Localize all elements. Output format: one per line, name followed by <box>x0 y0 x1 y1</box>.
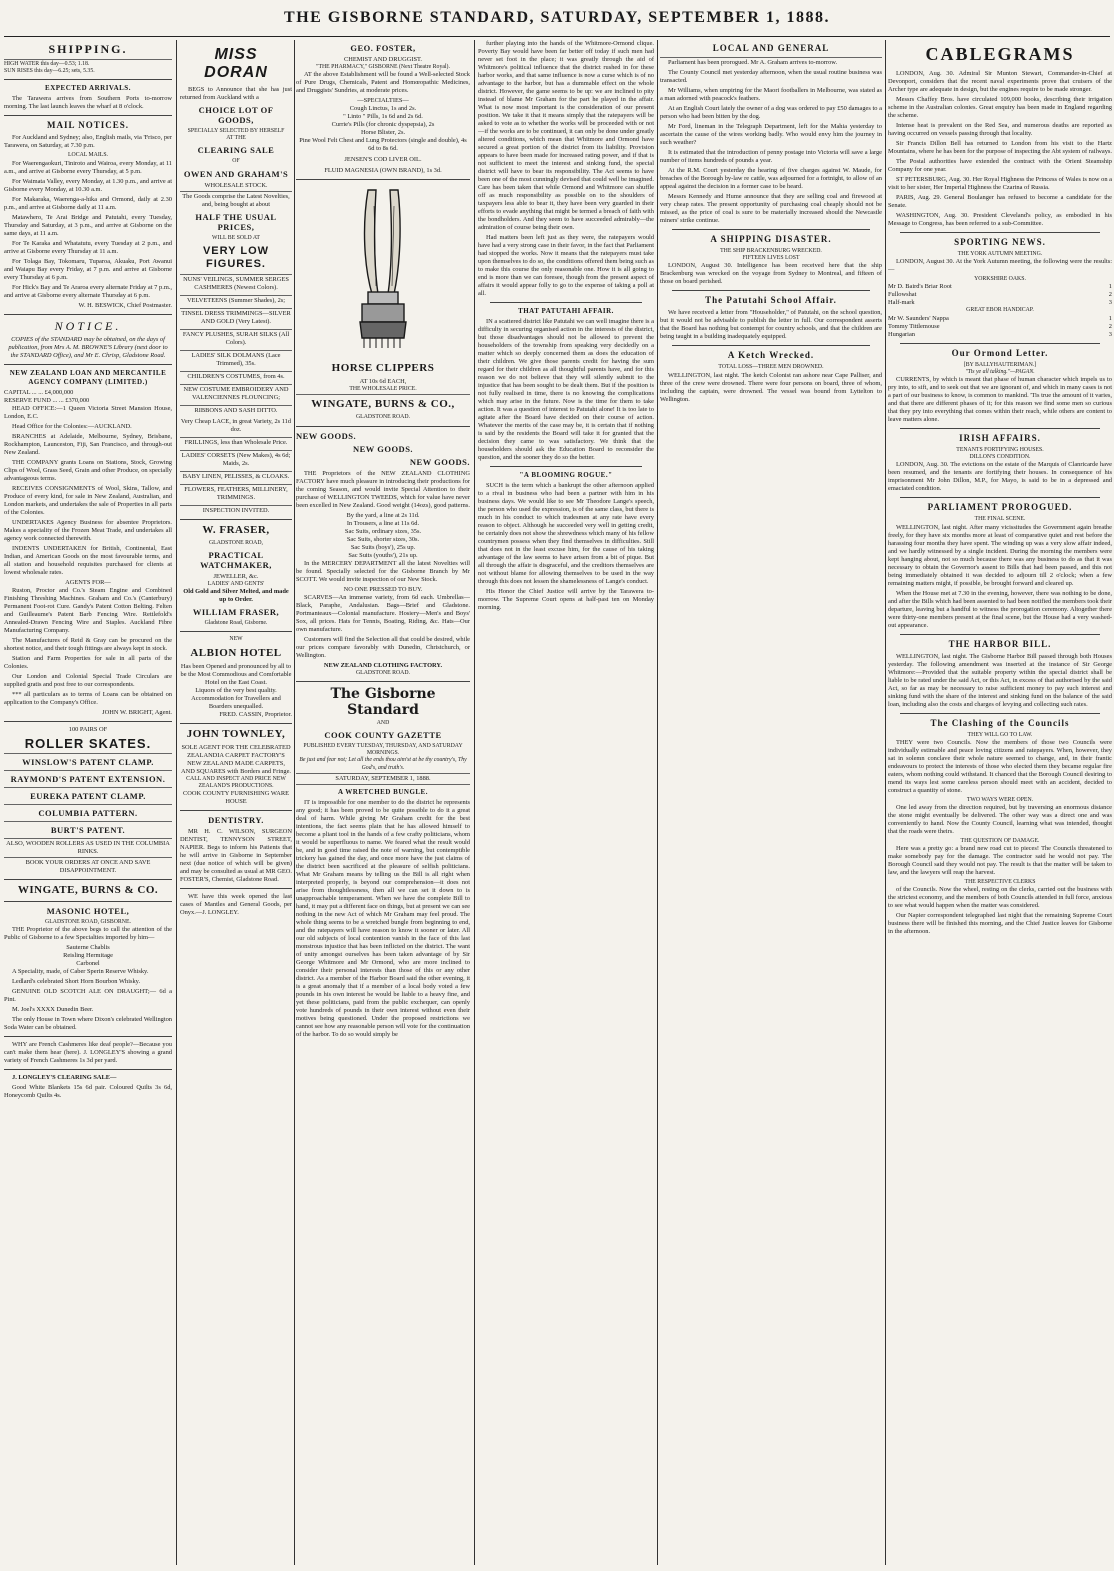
race-result-row <box>888 283 1112 291</box>
text-line: In Trousers, a line at 11s 6d. <box>346 519 420 527</box>
text-block: HEAD OFFICE:—1 Queen Victoria Street Mansion House, London, E.C. <box>4 404 172 420</box>
ad-line: CHILDREN'S COSTUMES, from 4s. <box>187 372 285 380</box>
section-heading: NOTICE. <box>54 318 122 333</box>
news-item: Mr Ford, lineman in the Telegraph Department, left for the Mahia yesterday to ascertain the cause of the wires working badly. Who would envy him the journey in such weather? <box>660 123 882 146</box>
article-heading: Our Ormond Letter. <box>951 347 1049 358</box>
race-result-row <box>888 315 1112 323</box>
ad-heading: WINGATE, BURNS & CO., <box>311 398 455 411</box>
article-body: WELLINGTON, last night. The ketch Colonist ran ashore near Cape Palliser, and three of the crew were drowned. There were four persons on board, three of whom, including the captain, were drowned. The vessel was bound from Lyttelton to Wellington. <box>660 371 882 403</box>
article-body: CURRENTS, by which is meant that phase of human character which impels us to pry into, to sift, and to seek out that we are ignorant of, and which in many cases is not a part of our business to know, is common to mankind. 'Tis true the amount of it varies, and that there are different phases of it; for this reason we find some men so curious that they pry into everything that comes within their reach, while others are content to leave matters alone. <box>888 376 1112 424</box>
subheading: THEY WILL GO TO LAW. <box>967 731 1033 738</box>
ad-line: INSPECTION INVITED. <box>202 506 270 514</box>
ad-line: HALF THE USUAL PRICES, <box>195 211 277 232</box>
byline: [BY BALLYHAUTERIMAN.] <box>963 361 1037 368</box>
news-item: The County Council met yesterday afternoon, when the usual routine business was transacted. <box>660 69 882 84</box>
ad-line: NEW GOODS. <box>409 456 470 467</box>
ad-line: EUREKA PATENT CLAMP. <box>30 790 146 801</box>
column-advertisements <box>180 40 292 1565</box>
ad-line: NEW <box>229 636 243 643</box>
masthead <box>0 0 1114 36</box>
text-block: A Speciality, made, of Caber Sperin Reserve Whisky. <box>12 967 149 975</box>
ad-line: COLUMBIA PATTERN. <box>38 807 138 818</box>
subheading: FIFTEEN LIVES LOST <box>742 255 800 262</box>
ad-heading: ROLLER SKATES. <box>24 735 152 751</box>
ad-heading: MASONIC HOTEL, <box>46 905 130 916</box>
ad-line: NEW ZEALAND CLOTHING FACTORY. <box>323 661 443 669</box>
address: GLADSTONE ROAD. <box>356 669 410 676</box>
text-block: For Hick's Bay and Te Araroa every alternate Friday at 7 p.m., and arrive at Gisborne every alternate Thursday at 6 p.m. <box>4 283 172 299</box>
ad-line: CHOICE LOT OF GOODS, <box>198 105 274 125</box>
text-line: Currie's Pills (for chronic dyspepsia), 2s <box>331 121 435 129</box>
address: "THE PHARMACY," GISBORNE (Next Theatre Royal). <box>316 64 450 70</box>
text-block: SOLE AGENT FOR THE CELEBRATED ZEALANDIA CARPET FACTORY'S NEW ZEALAND MADE CARPETS, AND SQUARES with Borders and Fringe. <box>180 743 292 775</box>
placing: 3 <box>1108 330 1112 338</box>
ad-line: ALSO, WOODEN ROLLERS AS USED IN THE COLUMBIA RINKS. <box>6 839 170 855</box>
text-block: Ledlard's celebrated Short Horn Bourbon Whisky. <box>12 977 141 985</box>
text-block: Matawhero, Te Arai Bridge and Patutahi, every Tuesday, Thursday and Saturday, at 3 p.m., and arrive at Gisborne on the same days, at 11 a.m. <box>4 213 172 237</box>
tide-line: HIGH WATER this day—0.53; 1.18. <box>4 61 90 67</box>
subheading: TENANTS FORTIFYING HOUSES. <box>956 447 1044 454</box>
ad-line: FLOWERS, FEATHERS, MILLINERY, TRIMMINGS. <box>184 485 288 501</box>
newspaper-nameplate: The Gisborne Standard <box>330 685 436 718</box>
column-ads-editorial <box>296 40 470 1565</box>
placing: 1 <box>1108 283 1112 291</box>
horse-name: Mr W. Saunders' Nappa <box>888 314 949 322</box>
ad-line: VELVETEENS (Summer Shades), 2s; <box>186 296 286 304</box>
horse-name: Tommy Tittlemouse <box>888 322 940 330</box>
article-heading: THE HARBOR BILL. <box>948 638 1052 649</box>
column-cables-parliament <box>888 40 1112 1565</box>
news-item: Parliament has been prorogued. Mr A. Graham arrives to-morrow. <box>668 59 838 66</box>
article-body: When the House met at 7.30 in the evening, however, there was nothing to be done, and after the Bills which had been assented to had been notified the members took their departure, leaving but a handful to witness the prorogation ceremony. Altogether there were thirty-one members present at the final scene, but the House had a very washed-out appearance. <box>888 589 1112 629</box>
ad-line: JEWELLER, &c. <box>213 573 259 581</box>
horse-name: Mr D. Baird's Briar Root <box>888 283 952 291</box>
section-heading: LOCAL AND GENERAL <box>712 43 830 53</box>
ad-line: FANCY PLUSHES, SURAH SILKS (All Colors). <box>182 330 290 346</box>
ad-line: OF <box>232 158 240 165</box>
text-block: The Manufactures of Reid & Gray can be procured on the shortest notice, and their tough fittings are always kept in stock. <box>4 636 172 652</box>
subheading: YORKSHIRE OAKS. <box>974 276 1026 283</box>
subheading: DILLON'S CONDITION. <box>969 454 1031 461</box>
column-divider <box>294 40 295 1565</box>
text-block: Ruston, Proctor and Co.'s Steam Engine and Combined Finishing Threshing Machines. Graham and Co.'s (Canterbury) Permanent Foot-rot Cure. Gandy's Patent Cotton Belting. Felten and Guilleaume's Patent Barb Fencing Wire. Rettlefold's Annealed-Drawn Fencing Wire and Staples. Auckland Fibre Manufacturing Company. <box>4 586 172 634</box>
text-block: MR H. C. WILSON, SURGEON DENTIST, TENNYSON STREET, NAPIER. Begs to inform his Patients that he will arrive in Gisborne in September next (due notice of which will be given) and may be consulted as usual at MR GEO. FOSTER'S, Chemist, Gladstone Road. <box>180 828 292 884</box>
ad-line: WILL BE SOLD AT <box>212 234 260 241</box>
subheading: TWO WAYS WERE OPEN. <box>966 796 1034 803</box>
text-line: 100 PAIRS OF <box>68 725 108 733</box>
text-block: For Auckland and Sydney; also, English mails, via 'Frisco, per Tarawera, on Saturday, at 7.30 p.m. <box>4 134 172 150</box>
masthead-rule <box>4 36 1110 37</box>
text-block: BEGS to Announce that she has just returned from Auckland with a <box>180 86 292 101</box>
article-body: One led away from the direction required, but by traversing an enormous distance the stone might eventually be delivered. The other way was a direct one and was conveniently to hand. Now the County Council, learning what was intended, thought that the roads were theirs. <box>888 804 1112 836</box>
text-block: CALL AND INSPECT AND PRICE NEW ZEALAND'S PRODUCTIONS. <box>186 775 286 789</box>
article-heading: The Clashing of the Councils <box>930 717 1070 728</box>
dateline: SATURDAY, SEPTEMBER 1, 1888. <box>335 774 431 782</box>
ad-line: NEW GOODS. <box>296 430 357 441</box>
article-heading: A WRETCHED BUNGLE. <box>338 787 428 796</box>
signature: FRED. CASSIN, Proprietor. <box>219 710 292 718</box>
address: GLADSTONE ROAD, <box>209 539 263 546</box>
news-item: At an English Court lately the owner of a dog was ordered to pay £50 damages to a person who had been bitten by the dog. <box>660 105 882 120</box>
text-block: M. Joel's XXXX Dunedin Beer. <box>12 1005 94 1013</box>
ad-heading: GEO. FOSTER, <box>350 43 416 53</box>
ad-line: Old Gold and Silver Melted, and made up to Order. <box>183 588 289 604</box>
article-body: His Honor the Chief Justice will arrive by the Tarawera to-morrow. The Supreme Court opens at half-past ten on Monday morning. <box>478 588 654 611</box>
text-block: The only House in Town where Dixon's celebrated Wellington Soda Water can be obtained. <box>4 1015 172 1031</box>
text-line: NO ONE PRESSED TO BUY. <box>343 585 423 593</box>
text-line: Sauterne Chablis <box>66 943 110 951</box>
column-divider <box>176 40 177 1565</box>
text-line: CAPITAL ... ... £4,000,000 <box>4 388 74 396</box>
horse-name: Fullowshat <box>888 291 917 299</box>
race-result-row <box>888 323 1112 331</box>
subheading: THE YORK AUTUMN MEETING. <box>957 251 1043 257</box>
news-item: WASHINGTON, Aug. 30. President Cleveland's policy, as embodied in his Message to Congress, has been referred to a sub-Committee. <box>888 212 1112 227</box>
ad-line: Very Cheap LACE, in great Variety, 2s 11d doz. <box>180 417 292 433</box>
text-block: Liquors of the very best quality. <box>195 686 277 694</box>
news-item: Intense heat is prevalent on the Red Sea, and numerous deaths are reported as having occurred on vessels passing through that locality. <box>888 122 1112 137</box>
text-block: Station and Farm Properties for sale in all parts of the Colonies. <box>4 654 172 670</box>
subheading: THE FINAL SCENE. <box>974 516 1026 523</box>
text-block: THE Proprietors of the NEW ZEALAND CLOTHING FACTORY have much pleasure in introducing their productions for the coming Season, and would invite Special Attention to their purchase of WELLINGTON TWEEDS, which for value have never been excelled in New Zealand. Good weight (14ozs), good patterns. <box>296 469 470 509</box>
ad-line: FRILLINGS, less than Wholesale Price. <box>184 438 288 446</box>
article-body: LONDON, August 30. At the York Autumn meeting, the following were the results:— <box>888 258 1112 274</box>
ad-heading: W. FRASER, <box>202 523 270 536</box>
ad-line: WHOLESALE STOCK. <box>204 181 268 189</box>
article-body: further playing into the hands of the Whitmore-Ormond clique. Poverty Bay would have been far better off today if such men had never set foot in the place; it was greatly through the aid of Whitmore's political influence that the district rushed in for these harbor works, and that same influence is now a curse which is of no advantage to the harbor, but has a dummable effect on the whole district. However, the game seems to be up: we are inclined to pity instead of blame Mr Graham for the part he played in the affair. What is now most important is the consideration of our present position. We take it that it means simply that the ratepayers will be asked to vote as to whether the works will be proceeded with or not—if the works are to be continued, it can only be done under greatly altered conditions, which mean that Whitmore and Ormond have secured a great portion of the district from its liability. Provision appears to have been made for increased rating power, and if that is not sufficient to meet the interest and sinking fund, the special district will have to bear its responsibility. The Act seems to have been one of the most cunningly devised that could well be imagined. Care has been taken that while Ormond and Whitmore can shuffle off as much responsibility as possible on to the shoulders of taxpayers less able to bear it, they have been very guarded in their efforts to evade anything that might be termed a breach of faith with the bondholders. And they seem to have succeeded admirably—the admiration of course being their own. <box>478 40 654 231</box>
news-item: Sir Francis Dillon Bell has returned to London from his visit to the Hartz Mountains, where he has been for the purpose of inspecting the Abt system of railways. <box>888 140 1112 155</box>
ad-line: SPECIALLY SELECTED BY HERSELF <box>187 128 285 134</box>
ad-line: NEW GOODS. <box>352 443 414 454</box>
text-block: For Makaraka, Waerenga-a-hika and Ormond, daily at 2.30 p.m., and arrive at Gisborne daily at 11 a.m. <box>4 195 172 211</box>
address: GLADSTONE ROAD, GISBORNE. <box>45 918 131 925</box>
article-body: of the Councils. Now the wheel, resting on the clerks, carried out the business with the strictest economy, and the members of both Councils attended in full force, anxious to see what would happen when the matter was considered. <box>888 886 1112 910</box>
news-item: ST PETERSBURG, Aug. 30. Her Royal Highness the Princess of Wales is now on a visit to her sister, Her Imperial Highness the Czarina of Russia. <box>888 176 1112 191</box>
ad-heading: MISS DORAN <box>204 46 268 81</box>
text-block: BRANCHES at Adelaide, Melbourne, Sydney, Brisbane, Rockhampton, Launceston, Fiji, San Francisco, and through-out New Zealand. <box>4 432 172 456</box>
placing: 3 <box>1108 299 1112 307</box>
text-line: AND <box>376 719 390 726</box>
news-item: Messrs Kennedy and Hume announce that they are selling coal and firewood at very cheap rates. The present opportunity of purchasing coal cheaply should not be missed, as the price of coal is sure to be materially increased should the Newcastle miners' strike continue. <box>660 193 882 224</box>
epigraph: "Tis ye all talking."—PAGAN. <box>965 368 1035 375</box>
column-divider <box>474 40 475 1565</box>
subheading: THE SHIP BRACKENBURG WRECKED. <box>720 248 822 254</box>
text-block: Head Office for the Colonies:—AUCKLAND. <box>12 422 132 430</box>
subheading: —SPECIALTIES— <box>357 97 409 105</box>
address: Gladstone Road, Gisborne. <box>204 620 268 627</box>
article-body: Here was a pretty go: a brand new road cut to pieces! The Councils threatened to make somebody pay for the damage. The contractor said he would not pay. The Borough Council said they would not pay. The result is that the matter will be taken to law, and the lawyers will reap the harvest. <box>888 845 1112 877</box>
ad-line: LADIES' AND GENTS' <box>207 581 265 588</box>
text-block: For Tolaga Bay, Tokomaru, Tuparoa, Akuaku, Port Awanui and Waiapu Bay every Friday, at 7 p.m. and arrive at Gisborne every Thursday at 6 p.m. <box>4 257 172 281</box>
article-heading: THAT PATUTAHI AFFAIR. <box>518 307 614 315</box>
subheading: GREAT EBOR HANDICAP. <box>966 307 1034 314</box>
text-block: The Goods comprise the Latest Novelties, and, being bought at about <box>182 192 290 208</box>
article-body: IN a scattered district like Patutahi we can well imagine there is a difficulty in securing organised action in the interests of the district, but those disadvantages should not be allowed to prevent the householders of the township from speaking very decidedly on a matter which so deeply concerned them as does the education of their children. We give those parents credit for having the sum regard for their children as all thoughtful parents have, and for this reason we do not believe that they will silently submit to the injustice that has been sought to be dealt them. But if the position is not fully realised in time, there is no knowing the complications which may arise in the future. Now is the time for them to take action. It was a question of interest to Patutahi alone! It is too late to agitate after the Board have decided on their course of action. Whatever the merits of the case may be, it is certain that if nothing is said by the residents the Board will take it for granted that the decision they came to was satisfactory. We think that the householders should ask the Education Board to reconsider the question, and the sooner they do so the better. <box>478 318 654 461</box>
ad-line: AT 10s 6d EACH, <box>359 378 407 386</box>
text-line: Pine Wool Felt Chest and Lung Protectors (single and double), 4s 6d to 8s 6d. <box>299 137 467 153</box>
ad-line: TINSEL DRESS TRIMMINGS—SILVER AND GOLD (Very Latest). <box>181 309 291 325</box>
ad-heading: HORSE CLIPPERS <box>331 362 435 375</box>
section-heading: IRISH AFFAIRS. <box>959 433 1041 444</box>
ad-heading: ALBION HOTEL <box>190 646 282 659</box>
placing: 2 <box>1108 322 1112 330</box>
ad-line: CLEARING SALE <box>197 145 275 156</box>
text-block: *** all particulars as to terms of Loans can be obtained on application to the Company's Office. <box>4 690 172 706</box>
text-block: THE COMPANY grants Loans on Stations, Stock, Growing Clips of Wool, Grass Seed, Grain and other Produce, on specially advantageous terms. <box>4 458 172 482</box>
text-line: Reisling Hermitage <box>63 951 113 959</box>
subheading: THE RESPECTIVE CLERKS <box>964 879 1036 886</box>
section-heading: CABLEGRAMS <box>925 44 1075 64</box>
text-block: Customers will find the Selection all that could be desired, while our prices compare favorably with Dunedin, Christchurch, or Wellington. <box>296 635 470 659</box>
text-block: INDENTS UNDERTAKEN for British, Continental, East Indian, and American Goods on the most favourable terms, and all station and household requisites purchased for clients at lowest wholesale rates. <box>4 544 172 576</box>
text-line: JENSEN'S COD LIVER OIL. <box>344 156 422 164</box>
article-body: WELLINGTON, last night. The Gisborne Harbor Bill passed through both Houses yesterday. The following amendment was inserted at the instance of Sir George Whitmore:—Provided that the suitable property within the special district shall be liable to be rated under the said Act, or this Act, in excess of that authorised by the said Act, so far as may be necessary to raise sufficient money to pay such interest and sinking fund with the share of the interest and sinking fund on the balance of the said loan, including also the costs and charges of levying and collecting such rates. <box>888 652 1112 708</box>
ad-line: NEW COSTUME EMBROIDERY AND VALENCIENNES FLOUNCING; <box>183 385 289 401</box>
text-block: For Waerengaokuri, Tiniroto and Wairoa, every Monday, at 11 a.m., and arrive at Gisborne every Thursday, at 5 p.m. <box>4 159 172 175</box>
news-item: It is estimated that the introduction of penny postage into Victoria will save a large number of items hundreds of pounds a year. <box>660 149 882 164</box>
signature: W. H. BESWICK, Chief Postmaster. <box>78 301 172 309</box>
horse-name: Half-mark <box>888 299 915 307</box>
subheading: LOCAL MAILS. <box>67 152 109 159</box>
ad-line: AT THE <box>226 135 246 142</box>
ad-heading: DENTISTRY. <box>208 815 264 826</box>
news-item: LONDON, Aug. 30. Admiral Sir Munton Stewart, Commander-in-Chief at Devonport, considers that the recent naval experiments prove that cruisers of the Archer type are adequate in design, but the engines require to be made stronger. <box>888 70 1112 93</box>
article-heading: The Patutahi School Affair. <box>705 295 837 306</box>
placing: 2 <box>1108 291 1112 299</box>
column-divider <box>657 40 658 1565</box>
ad-line: WILLIAM FRASER, <box>192 607 280 618</box>
motto: Be just and fear not; Let all the ends thou aim'st at be thy country's, Thy God's, and truth's. <box>299 757 467 771</box>
article-body: THEY were two Councils. Now the members of those two Councils were individually estimable and peace loving citizens and ratepayers. When, however, they sat in solemn conclave their whole nature seemed to change, and, in their frantic endeavours to protect the interests of those who elected them they became regular fire eaters, whom nothing could withstand. It chanced that the Borough Council desiring to mend its ways lest some careless person should meet with an accident, decided to construct a quantity of stone. <box>888 738 1112 794</box>
article-body: IT is impossible for one member to do the district he represents any good; it has been proved to be quite possible to do it a great deal of harm. While giving Mr Graham credit for the best intentions, the fact seems plain that he has allowed himself to become a pliant tool in the hands of a few crafty politicians, whom it would be superfluous to name. We feared what the result would be, and in good time raised the note of warning, but contemptible trickery has gained the day, and once more have the just claims of the district been sacrificed at the pleasure of selfish politicians. What Mr Graham means by telling us the Bill is all right when interpreted properly, is beyond our comprehension—it does not arise from thoughtlessness, then all we can set it down to is unapproachable temperament. When we have the complete Bill to hand, it may put a different face on things, but at present we can see nothing in the new Act of which Mr Graham may feel proud. The whole thing seems to be a wretched bungle from beginning to end, and the ratepayers will have reason to know it sooner or later. All our old subjects of local contention vanish in the face of this last monstrous injustice that has been inflicted on the district. The want of unity amongst ourselves has been taken advantage of by Sir George Whitmore and Mr Ormond, who are more inclined to consider their personal interests than those of this or any other district. As a member of the Harbor Board said the other evening, it is a great anomaly that if a member of a local body voted a few pounds in his own interest he would be liable to a heavy fine, and yet these politicians, paid from the public exchequer, can openly vote hundreds of pounds in their own interest without even their motives being questioned. Under the proposed restrictions we cannot see how any reasonable person will vote for the continuation of the harbor. To do so would simply be <box>296 798 470 1038</box>
text-block: For Te Karaka and Whatatutu, every Tuesday at 2 p.m., and arrive at Gisborne every Thursday at 11 a.m. <box>4 239 172 255</box>
text-line: Sac Suits (boys'), 25s up. <box>350 543 416 551</box>
newspaper-subtitle: COOK COUNTY GAZETTE <box>324 730 442 741</box>
text-line: Sac Suits (youths'), 21s up. <box>348 551 418 559</box>
text-block: For Waimata Valley, every Monday, at 1.30 p.m., and arrive at Gisborne every Monday, at 10.30 a.m. <box>4 177 172 193</box>
text-block: Our London and Colonial Special Trade Circulars are supplied gratis and post free to our correspondents. <box>4 672 172 688</box>
text-line: Carbonel <box>76 959 100 967</box>
article-body: LONDON, August 30. Intelligence has been received here that the ship Brackenburg was wrecked on the voyage from Sydney to Montreal, and fifteen of those on board perished. <box>660 262 882 286</box>
text-block: WE have this week opened the last cases of Mantles and General Goods, per Onyx.—J. LONGLEY. <box>180 893 292 917</box>
text-block: In the MERCERY DEPARTMENT all the latest Novelties will be found. Specially selected for the Gisborne Branch by Mr SCOTT. We would invite inspection of our New Stock. <box>296 559 470 583</box>
article-heading: A SHIPPING DISASTER. <box>710 234 832 244</box>
text-block: UNDERTAKES Agency Business for absentee Proprietors. Makes a speciality of the Frozen Meat Trade, and undertakes all agency work connected therewith. <box>4 518 172 542</box>
text-line: " Linto " Pills, 1s 6d and 2s 6d. <box>343 113 423 121</box>
column-editorial <box>478 40 654 1565</box>
section-heading: MAIL NOTICES. <box>46 120 130 131</box>
text-block: WHY are French Cashmeres like deaf people?—Because you can't make them hear (here). J. LONGLEY'S showing a grand variety of French Cashmeres 1s 3d per yard. <box>4 1040 172 1064</box>
horse-clippers-illustration <box>296 186 470 356</box>
subheading: TOTAL LOSS—THREE MEN DROWNED. <box>718 364 824 371</box>
ad-line: BOOK YOUR ORDERS AT ONCE AND SAVE DISAPPOINTMENT. <box>25 858 151 874</box>
text-block: AT the above Establishment will be found a Well-selected Stock of Pure Drugs, Chemicals, Patent and Homœopathic Medicines, and Druggists' Sundries, at moderate prices. <box>296 71 470 95</box>
race-result-row <box>888 299 1112 307</box>
article-heading: A Ketch Wrecked. <box>727 350 815 361</box>
newspaper-title: THE GISBORNE STANDARD, SATURDAY, SEPTEMBER 1, 1888. <box>284 9 830 26</box>
text-line: By the yard, a line at 2s 11d. <box>346 511 420 519</box>
text-line: Sac Suits, shorter sizes, 30s. <box>346 535 420 543</box>
text-block: COOK COUNTY FURNISHING WARE HOUSE <box>183 790 289 806</box>
article-body: Had matters been left just as they were, the ratepayers would have had a very strong case in their favor, in the fact that Parliament had stopped the works. Now it means that the ratepayers must take upon themselves to do so, the conditions offered them being such as to make this course the only reasonable one. How it is all going to end is more than we can foresee, though from the present aspect of affairs it would appear folly to go to the expense of taking a poll at all. <box>478 234 654 297</box>
ad-line: RAYMOND'S PATENT EXTENSION. <box>10 773 166 784</box>
subheading: THE QUESTION OF DAMAGE. <box>960 838 1040 845</box>
horse-name: Hungarian <box>888 330 915 338</box>
ad-heading: JOHN TOWNLEY, <box>186 727 286 740</box>
news-item: PARIS, Aug. 29. General Boulanger has refused to become a candidate for the Senate. <box>888 194 1112 209</box>
section-heading: PARLIAMENT PROROGUED. <box>927 502 1073 513</box>
text-line: Cough Linctus, 1s and 2s. <box>349 105 417 113</box>
ad-line: THE WHOLESALE PRICE. <box>349 386 417 393</box>
text-block: RECEIVES CONSIGNMENTS of Wool, Skins, Tallow, and Produce of every kind, for sale in New Zealand, Australian, and London markets, and undertakes the sale of Properties in all parts of the Colonies. <box>4 484 172 516</box>
article-body: SUCH is the term which a bankrupt the other afternoon applied to a rival in business who had been a partner with him in his business days. We would like to see Mr Theodore Lange's speech, the person who used the expression, is of the same class, but there is much in his conduct to which tradesmen at any rate have every reason to object. Although he succeeded very well in getting credit, he certainly does not show the shrewdness which many of his fellow countrymen possess when they find themselves in difficulties. Still that does not in the least excuse him, for the cause of his taking advantage of the law seems to have arisen from a bit of pique. But all through the affair is disgraceful, and the creditors themselves are not without blame for allowing themselves to be used in the way through this does not lessen the shamelessness of Lange's conduct. <box>478 482 654 585</box>
text-block: Has been Opened and pronounced by all to be the Most Commodious and Comfortable Hotel on the East Coast. <box>180 662 292 686</box>
news-item: Messrs Chaffey Bros. have circulated 109,000 books, describing their irrigation scheme in the Australian colonies. Great enquiry has been made in England regarding the scheme. <box>888 96 1112 119</box>
news-item: At the R.M. Court yesterday the hearing of five charges against W. Maude, for breaches of the Borough by-law re cattle, was adjourned for a fortnight, to allow of an appeal against the decision in a former case to be heard. <box>660 167 882 190</box>
text-block: The Tarawera arrives from Southern Ports to-morrow morning. The last launch leaves the wharf at 8 o'clock. <box>4 95 172 111</box>
ad-line: RIBBONS AND SASH DITTO. <box>194 406 278 414</box>
address: GLADSTONE ROAD. <box>356 414 410 421</box>
ad-line: LADIES' SILK DOLMANS (Lace Trimmed), 35s. <box>191 351 281 367</box>
ad-line: BABY LINEN, PELISSES, & CLOAKS. <box>182 472 290 480</box>
text-line: FLUID MAGNESIA (OWN BRAND), 1s 3d. <box>324 167 442 175</box>
ad-line: PRACTICAL WATCHMAKER, <box>200 550 272 571</box>
text-line: Sac Suits, ordinary sizes, 35s. <box>344 527 422 535</box>
text-block: Accommodation for Travellers and Boarders unequalled. <box>191 694 281 710</box>
column-shipping-notices <box>4 40 172 1565</box>
column-local-news <box>660 40 882 1565</box>
text-block: Good White Blankets 15s 6d pair. Coloured Quilts 3s 6d, Honeycomb Quilts 4s. <box>4 1083 172 1099</box>
race-result-row <box>888 291 1112 299</box>
ad-line: OWEN AND GRAHAM'S <box>183 168 289 179</box>
text-block: SCARVES—An immense variety, from 6d each. Umbrellas—Black, Paraphe, Andalusian. Bags—Brief and Gladstone. Portmanteaux—Colonial manufacture. Hosiery—Men's and Boys' Sox, all prices. Hats for Tennis, Boating, Riding, &c. Hats—Our own manufacture. <box>296 593 470 633</box>
article-body: LONDON, Aug. 30. The evictions on the estate of the Marquis of Clanricarde have been resumed, and the tenants are fortifying their houses. In consequence of his imprisonment Mr John Dillon, M.P., for Mayo, is said to be in a depressed and emaciated condition. <box>888 461 1112 493</box>
ad-heading: WINGATE, BURNS & CO. <box>17 883 159 896</box>
text-line: Horse Blister, 2s. <box>360 129 406 137</box>
ad-line: CHEMIST AND DRUGGIST. <box>343 56 423 63</box>
text-line: RESERVE FUND ... ... £370,000 <box>4 396 90 404</box>
ad-line: LADIES' CORSETS (New Makes), 4s 6d; Maids, 2s. <box>181 451 291 467</box>
tide-line: SUN RISES this day—6.25; sets, 5.35. <box>4 68 95 75</box>
text-block: J. LONGLEY'S CLEARING SALE— <box>12 1073 117 1081</box>
subheading: AGENTS FOR— <box>65 578 111 586</box>
text-block: COPIES of the STANDARD may be obtained, on the days of publication, from Mrs A. M. BROWNE'S Library (next door to the STANDARD Office), and Mr E. Chrisp, Gladstone Road. <box>8 335 168 359</box>
article-body: Our Napier correspondent telegraphed last night that the remaining Supreme Court business there will be finished this morning, and the Chief Justice leaves for Gisborne in the afternoon. <box>888 912 1112 936</box>
text-block: GENUINE OLD SCOTCH ALE ON DRAUGHT;— 6d a Pint. <box>4 987 172 1003</box>
ad-line: NUNS' VEILINGS, SUMMER SERGES CASHMERES (Newest Colors). <box>183 275 289 291</box>
signature: JOHN W. BRIGHT, Agent. <box>102 708 172 716</box>
news-item: The Postal authorities have extended the contract with the Orient Steamship Company for one year. <box>888 158 1112 173</box>
article-body: WELLINGTON, last night. After many vicissitudes the Government again breathe freely, for they have six months more at least of comparative quiet and rest before the harassing four months they have spent. The winding up was a very slow affair indeed, and we hardly witnessed by a single incident. During the morning the members were kept hanging about, not so much because there was any business to do as that it was necessary to obtain the Governor's assent to Bills that had been passed, and this not being immediately obtained it was decided to adjourn till 2 o'clock; when a few remaining matters might, if possible, be brought forward and cleared up. <box>888 523 1112 587</box>
ad-line: WINSLOW'S PATENT CLAMP. <box>22 756 154 767</box>
section-heading: EXPECTED ARRIVALS. <box>45 84 131 93</box>
column-divider <box>885 40 886 1565</box>
section-heading: SHIPPING. <box>48 42 128 56</box>
article-heading: "A BLOOMING ROGUE." <box>519 471 613 479</box>
section-heading: SPORTING NEWS. <box>954 237 1046 247</box>
ad-line: VERY LOW FIGURES. <box>202 244 270 270</box>
placing: 1 <box>1108 314 1112 322</box>
text-block: THE Proprietor of the above begs to call the attention of the Public of Gisborne to a few Specialties imported by him— <box>4 925 172 941</box>
race-result-row <box>888 331 1112 339</box>
article-body: We have received a letter from "Householder," of Patutahi, on the school question, but it would not be advisable to publish the letter in full. Our correspondent asserts that the Board has nothing but contempt for country schools, and that the children are being taught in a building inadequately equipped. <box>660 309 882 341</box>
section-heading: NEW ZEALAND LOAN AND MERCANTILE AGENCY COMPANY (LIMITED.) <box>9 368 167 386</box>
ad-line: BURT'S PATENT. <box>50 824 126 835</box>
news-item: Mr Williams, when umpiring for the Maori footballers in Melbourne, was stated as a man adorned with peacock's feathers. <box>660 87 882 102</box>
text-line: PUBLISHED EVERY TUESDAY, THURSDAY, AND SATURDAY MORNINGS. <box>303 743 463 757</box>
